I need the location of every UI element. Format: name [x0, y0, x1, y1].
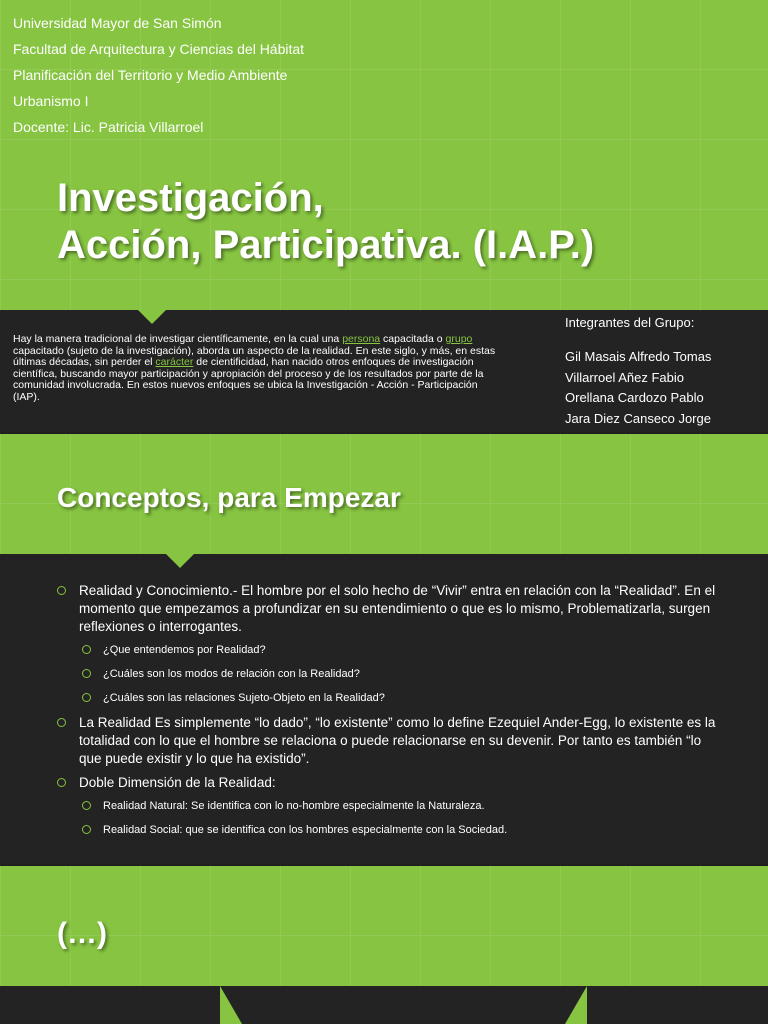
circle-bullet-icon — [82, 693, 91, 702]
members-label: Integrantes del Grupo: — [565, 315, 695, 330]
panel-notch — [166, 554, 194, 568]
list-item — [56, 690, 716, 706]
list-item-text: Realidad Social: que se identifica con los hombres especialmente con la Sociedad. — [103, 824, 508, 836]
intro-paragraph — [13, 334, 503, 403]
program-name: Planificación del Territorio y Medio Ambiente — [13, 67, 288, 83]
list-item-text: Realidad y Conocimiento.- El hombre por el solo hecho de “Vivir” entra en relación con la “Realidad”. En el momento que empezamos a profundizar en su entendimiento o que es lo mismo, Problematizarla, surgen reflexiones o interrogantes. — [79, 583, 716, 634]
circle-bullet-icon — [57, 718, 66, 727]
list-item-text: Doble Dimensión de la Realidad: — [79, 775, 276, 790]
list-item-text: ¿Cuáles son las relaciones Sujeto-Objeto en la Realidad? — [103, 692, 385, 704]
list-item-text: ¿Que entendemos por Realidad? — [103, 644, 266, 656]
intro-text-1: Hay la manera tradicional de investigar científicamente, en la cual una — [13, 333, 343, 345]
intro-text-2: capacitada o — [380, 333, 446, 345]
course-name: Urbanismo I — [13, 93, 89, 109]
link-grupo[interactable]: grupo — [445, 333, 473, 345]
list-item — [56, 582, 716, 636]
list-item — [56, 822, 716, 838]
circle-bullet-icon — [57, 778, 66, 787]
circle-bullet-icon — [82, 645, 91, 654]
list-item-text: La Realidad Es simplemente “lo dado”, “lo existente” como lo define Ezequiel Ander-Egg, lo existente es la totalidad con lo que el hombre se relaciona o puede relacionarse en su devenir. Por tanto es también “lo que puede existir y lo que ha existido”. — [79, 715, 716, 766]
member-item: Villarroel Añez Fabio — [565, 370, 684, 385]
concepts-list — [56, 582, 716, 846]
slide3-content-panel — [0, 986, 768, 1024]
decorative-triangle — [220, 986, 242, 1024]
faculty-name: Facultad de Arquitectura y Ciencias del Hábitat — [13, 41, 305, 57]
circle-bullet-icon — [82, 801, 91, 810]
slide1-title — [57, 175, 594, 269]
list-item — [56, 714, 716, 768]
slide3-title: (…) — [57, 917, 107, 950]
university-name: Universidad Mayor de San Simón — [13, 15, 222, 31]
intro-text-3: capacitado (sujeto de la investigación), aborda un aspecto de la realidad. En este siglo, y más, en estas últimas décadas, sin perder el — [13, 344, 496, 368]
link-persona[interactable]: persona — [342, 333, 381, 345]
member-item: Gil Masais Alfredo Tomas — [565, 349, 712, 364]
list-item — [56, 642, 716, 658]
link-caracter[interactable]: carácter — [155, 356, 194, 368]
slide2-title: Conceptos, para Empezar — [57, 482, 401, 513]
circle-bullet-icon — [57, 586, 66, 595]
intro-text-4: de cientificidad, han nacido otros enfoques de investigación científica, buscando mayor participación y apropiación del proceso y de los resultados por parte de la comunidad involucrada. En estos nuevos enfoques se ubica la Investigación - Acción - Participación (IAP). — [13, 356, 484, 403]
list-item-text: Realidad Natural: Se identifica con lo no-hombre especialmente la Naturaleza. — [103, 800, 485, 812]
slide1-title-panel — [0, 0, 768, 310]
list-item — [56, 798, 716, 814]
circle-bullet-icon — [82, 825, 91, 834]
member-item: Jara Diez Canseco Jorge — [565, 411, 711, 426]
slide1-title-line1: Investigación, — [57, 176, 324, 220]
slide2-content-panel — [0, 554, 768, 864]
list-item — [56, 666, 716, 682]
circle-bullet-icon — [82, 669, 91, 678]
slide1-content-panel — [0, 310, 768, 432]
slide1-title-line2: Acción, Participativa. (I.A.P.) — [57, 223, 595, 267]
panel-notch — [138, 310, 166, 324]
list-item-text: ¿Cuáles son los modos de relación con la Realidad? — [103, 668, 360, 680]
teacher-name: Docente: Lic. Patricia Villarroel — [13, 119, 204, 135]
member-item: Orellana Cardozo Pablo — [565, 390, 704, 405]
list-item — [56, 774, 716, 792]
decorative-triangle — [565, 986, 587, 1024]
slide3-title-panel — [0, 866, 768, 986]
